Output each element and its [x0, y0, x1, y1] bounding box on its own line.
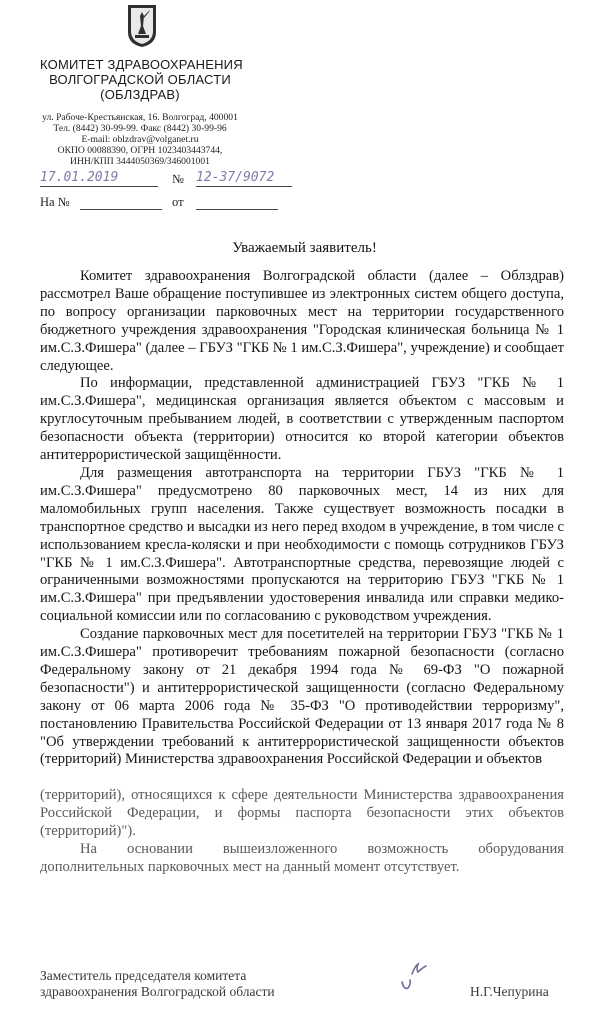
organization-name-line: КОМИТЕТ ЗДРАВООХРАНЕНИЯ [40, 57, 243, 72]
paragraph: Для размещения автотранспорта на территории ГБУЗ "ГКБ № 1 им.С.З.Фишера" предусмотрено 80 парковочных мест, 14 из них для маломобильных групп населения. Также существует возможность посадки в транспортное средство и высадки из него перед входом в учреждение, в том числе с использованием кресла-коляски и при необходимости с помощь сотрудников ГБУЗ "ГКБ № 1 им.С.З.Фишера". Автотранспортные средства, перевозящие людей с ограниченными возможностями пропускаются на территорию ГБУЗ "ГКБ № 1 им.С.З.Фишера" при предъявлении удостоверения инвалида или справки медико-социальной комиссии или по согласованию с руководством учреждения. [40, 464, 564, 625]
paragraph: На основании вышеизложенного возможность оборудования дополнительных парковочных мест на данный момент отсутствует. [40, 841, 564, 875]
signatory-position-line: здравоохранения Волгоградской области [40, 984, 275, 999]
paragraph: Комитет здравоохранения Волгоградской области (далее – Облздрав) рассмотрел Ваше обращение поступившее из электронных систем общего доступа, по вопросу организации парковочных мест на территории государственного бюджетного учреждения здравоохранения "Городская клиническая больница № 1 им.С.З.Фишера" (далее – ГБУЗ "ГКБ № 1 им.С.З.Фишера", учреждение) и сообщает следующее. [40, 268, 564, 374]
organization-name-line: (ОБЛЗДРАВ) [100, 87, 180, 102]
organization-name [40, 57, 243, 102]
registration-date [40, 172, 158, 187]
salutation: Уважаемый заявитель! [232, 240, 377, 256]
email-line: E-mail: oblzdrav@volganet.ru [81, 134, 199, 145]
reference-number-label: На № [40, 195, 70, 209]
reference-number-blank [80, 195, 162, 210]
inn-kpp-line: ИНН/КПП 3444050369/346001001 [70, 156, 210, 167]
signatory-position-line: Заместитель председателя комитета [40, 968, 247, 983]
signatory-position [40, 968, 275, 1000]
registration-number [196, 172, 292, 187]
letter-body [40, 268, 564, 877]
organization-name-line: ВОЛГОГРАДСКОЙ ОБЛАСТИ [49, 72, 231, 87]
signatory-name: Н.Г.Чепурина [470, 984, 549, 999]
registration-date-value: 17.01.2019 [40, 170, 119, 185]
registration-number-label: № [172, 172, 184, 186]
registration-number-value: 12-37/9072 [196, 170, 275, 185]
organization-contacts [40, 112, 240, 167]
paragraph: По информации, представленной администрацией ГБУЗ "ГКБ № 1 им.С.З.Фишера", медицинская организация является объектом с массовым и круглосуточным пребыванием людей, в соответствии с утвержденным паспортом безопасности объекта (территории) относится ко второй категории объектов антитеррористической защищённости. [40, 375, 564, 464]
volgograd-coat-of-arms-icon [127, 4, 157, 48]
paragraph-continuation: (территорий), относящихся к сфере деятельности Министерства здравоохранения Российской Федерации, и формы паспорта безопасности этих объектов (территорий)"). [40, 787, 564, 840]
handwritten-signature-icon [396, 960, 436, 994]
okpo-ogrn-line: ОКПО 00088390, ОГРН 1023403443744, [57, 145, 223, 156]
reference-date-label: от [172, 195, 184, 209]
reference-date-blank [196, 195, 278, 210]
paragraph: Создание парковочных мест для посетителей на территории ГБУЗ "ГКБ № 1 им.С.З.Фишера" противоречит требованиям пожарной безопасности (согласно Федеральному закону от 21 декабря 1994 года № 69-ФЗ "О пожарной безопасности") и антитеррористической защищенности (согласно Федеральному закону от 06 марта 2006 года № 35-ФЗ "О противодействии терроризму", постановлению Правительства Российской Федерации от 13 января 2017 года № 8 "Об утверждении требований к антитеррористической защищенности объектов (территорий) Министерства здравоохранения Российской Федерации и объектов [40, 626, 564, 768]
address-line: ул. Рабоче-Крестьянская, 16. Волгоград, 400001 [42, 112, 238, 123]
phone-fax-line: Тел. (8442) 30-99-99. Факс (8442) 30-99-96 [53, 123, 227, 134]
